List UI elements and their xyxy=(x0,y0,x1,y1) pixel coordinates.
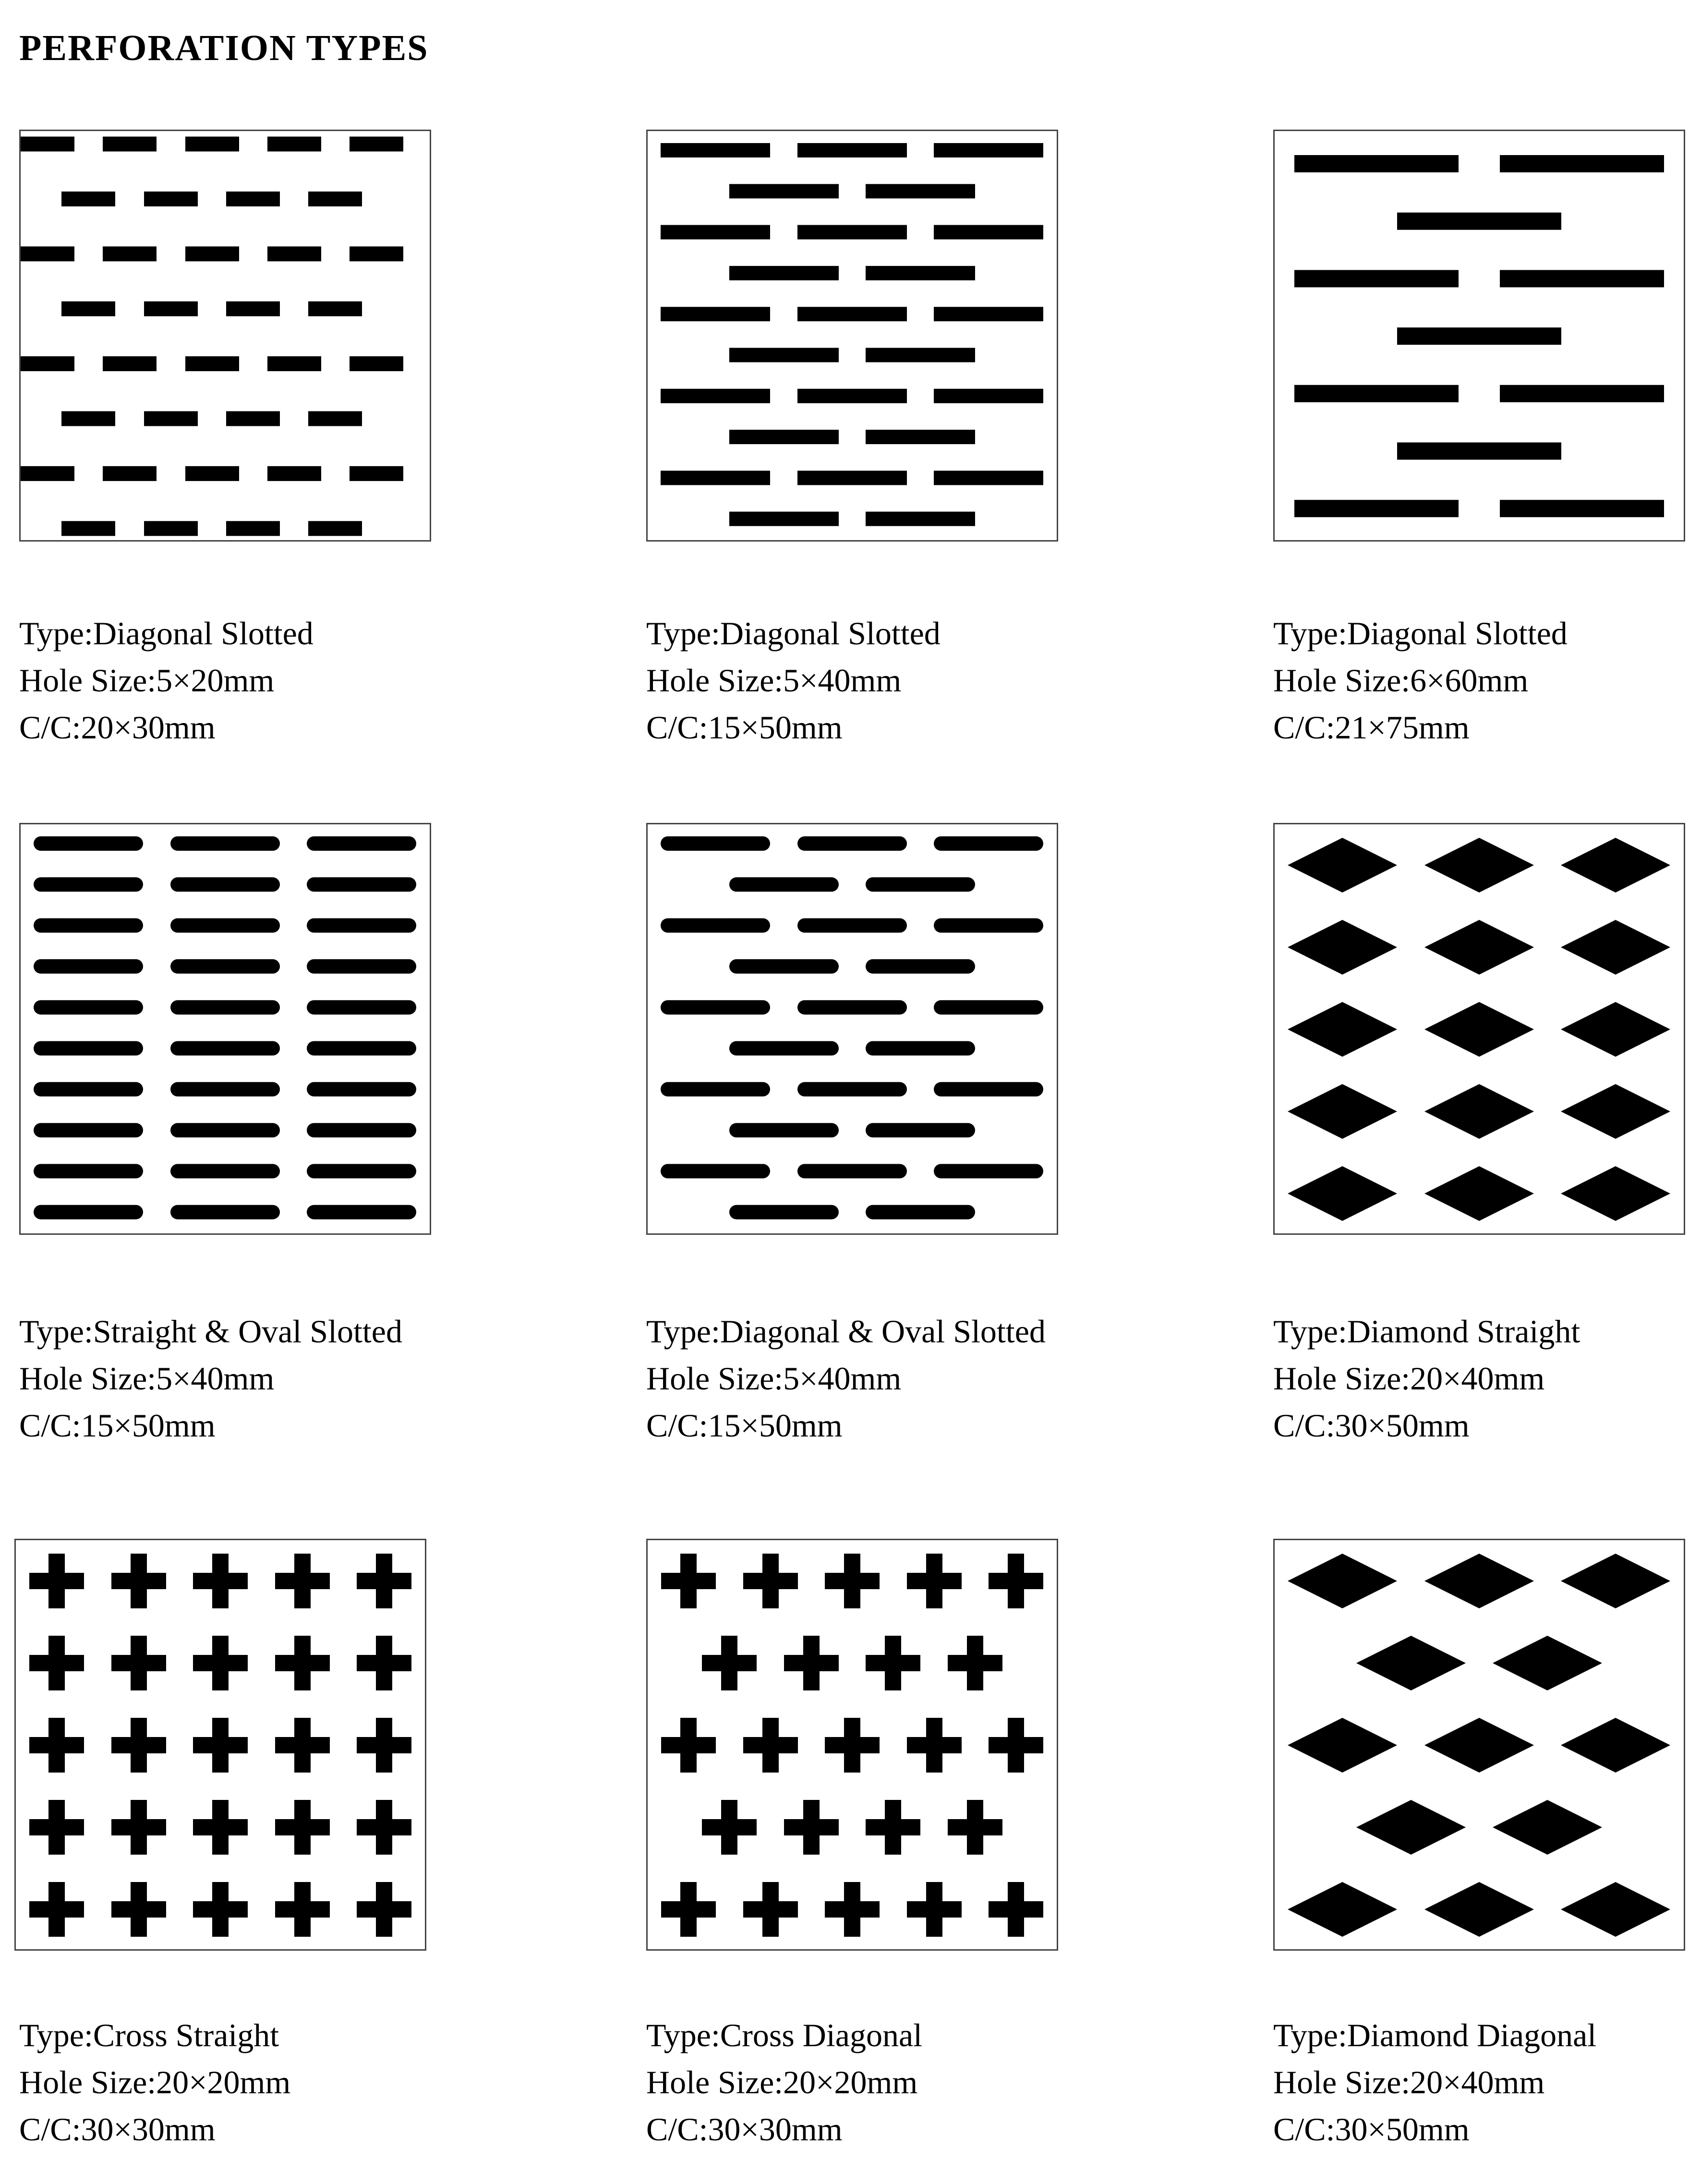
pattern-slot-diag-long xyxy=(1275,131,1684,540)
slot-hole xyxy=(226,411,280,426)
cross-hole xyxy=(866,1800,920,1855)
cross-hole xyxy=(111,1554,166,1608)
diamond-hole xyxy=(1561,1166,1670,1221)
slot-hole xyxy=(308,411,362,426)
slot-hole xyxy=(308,521,362,536)
slot-hole xyxy=(866,430,975,444)
hole-size-label: Hole Size:20×20mm xyxy=(19,2064,291,2100)
cross-hole xyxy=(743,1554,798,1608)
oval-slot-hole xyxy=(307,1082,416,1097)
cross-hole xyxy=(661,1882,716,1937)
type-label: Type:Diamond Diagonal xyxy=(1273,2017,1597,2053)
oval-slot-hole xyxy=(866,959,975,974)
oval-slot-hole xyxy=(661,836,770,851)
slot-hole xyxy=(267,246,321,261)
hole-size-label: Hole Size:5×20mm xyxy=(19,662,275,699)
diamond-hole xyxy=(1561,920,1670,975)
diamond-hole xyxy=(1561,1002,1670,1057)
slot-hole xyxy=(1294,500,1459,517)
type-label: Type:Diagonal Slotted xyxy=(19,615,314,652)
cross-hole xyxy=(784,1636,839,1690)
slot-hole xyxy=(267,356,321,371)
perforation-caption xyxy=(646,610,941,751)
slot-hole xyxy=(797,471,907,485)
center-spacing-label: C/C:15×50mm xyxy=(19,1407,216,1444)
hole-size-label: Hole Size:6×60mm xyxy=(1273,662,1529,699)
diamond-hole xyxy=(1561,838,1670,893)
slot-hole xyxy=(185,466,239,481)
cross-hole xyxy=(193,1554,248,1608)
cross-hole xyxy=(357,1718,411,1773)
slot-hole xyxy=(226,302,280,316)
hole-size-label: Hole Size:5×40mm xyxy=(646,662,902,699)
slot-hole xyxy=(308,302,362,316)
oval-slot-hole xyxy=(170,1123,280,1137)
oval-slot-hole xyxy=(866,1205,975,1219)
oval-slot-hole xyxy=(34,1164,143,1178)
oval-slot-hole xyxy=(170,959,280,974)
slot-hole xyxy=(226,192,280,206)
hole-size-label: Hole Size:20×20mm xyxy=(646,2064,918,2100)
oval-slot-hole xyxy=(797,918,907,933)
slot-hole xyxy=(1397,213,1561,230)
pattern-slot-diag-medium xyxy=(648,131,1057,540)
slot-hole xyxy=(866,266,975,280)
oval-slot-hole xyxy=(661,1082,770,1097)
diamond-hole xyxy=(1288,1166,1397,1221)
slot-hole xyxy=(934,143,1043,157)
cross-hole xyxy=(275,1882,330,1937)
slot-hole xyxy=(1294,270,1459,287)
slot-hole xyxy=(661,471,770,485)
hole-size-label: Hole Size:5×40mm xyxy=(646,1360,902,1397)
slot-hole xyxy=(1294,385,1459,402)
cross-hole xyxy=(989,1718,1043,1773)
pattern-panel xyxy=(646,1539,1058,1951)
slot-hole xyxy=(797,389,907,403)
oval-slot-hole xyxy=(170,1041,280,1056)
oval-slot-hole xyxy=(170,877,280,892)
pattern-oval-straight xyxy=(21,824,430,1233)
cross-hole xyxy=(825,1882,880,1937)
slot-hole xyxy=(144,302,198,316)
slot-hole xyxy=(1397,327,1561,345)
hole-size-label: Hole Size:5×40mm xyxy=(19,1360,275,1397)
oval-slot-hole xyxy=(170,1082,280,1097)
slot-hole xyxy=(934,471,1043,485)
slot-hole xyxy=(729,184,839,198)
cross-hole xyxy=(193,1636,248,1690)
diamond-hole xyxy=(1424,1718,1534,1773)
hole-size-label: Hole Size:20×40mm xyxy=(1273,2064,1545,2100)
center-spacing-label: C/C:21×75mm xyxy=(1273,709,1470,746)
pattern-panel xyxy=(14,1539,426,1951)
type-label: Type:Diagonal Slotted xyxy=(1273,615,1568,652)
oval-slot-hole xyxy=(34,1082,143,1097)
cross-hole xyxy=(29,1882,84,1937)
cross-hole xyxy=(29,1718,84,1773)
center-spacing-label: C/C:30×50mm xyxy=(1273,2111,1470,2148)
oval-slot-hole xyxy=(934,918,1043,933)
diamond-hole xyxy=(1424,1882,1534,1937)
oval-slot-hole xyxy=(307,1205,416,1219)
center-spacing-label: C/C:30×50mm xyxy=(1273,1407,1470,1444)
cross-hole xyxy=(111,1882,166,1937)
slot-hole xyxy=(1500,385,1664,402)
diamond-hole xyxy=(1424,838,1534,893)
diamond-hole xyxy=(1493,1636,1602,1690)
slot-hole xyxy=(144,521,198,536)
hole-size-label: Hole Size:20×40mm xyxy=(1273,1360,1545,1397)
oval-slot-hole xyxy=(170,1164,280,1178)
diamond-hole xyxy=(1288,1718,1397,1773)
pattern-diamond-straight xyxy=(1275,824,1684,1233)
cross-hole xyxy=(907,1718,962,1773)
oval-slot-hole xyxy=(661,918,770,933)
slot-hole xyxy=(729,512,839,526)
slot-hole xyxy=(934,225,1043,240)
oval-slot-hole xyxy=(797,1164,907,1178)
oval-slot-hole xyxy=(34,1041,143,1056)
slot-hole xyxy=(661,143,770,157)
oval-slot-hole xyxy=(797,1000,907,1014)
cross-hole xyxy=(989,1554,1043,1608)
pattern-diamond-diag xyxy=(1275,1540,1684,1949)
oval-slot-hole xyxy=(729,959,839,974)
slot-hole xyxy=(729,430,839,444)
cross-hole xyxy=(275,1718,330,1773)
pattern-panel xyxy=(1273,1539,1685,1951)
type-label: Type:Diamond Straight xyxy=(1273,1313,1580,1350)
cross-hole xyxy=(661,1554,716,1608)
slot-hole xyxy=(61,521,115,536)
slot-hole xyxy=(934,389,1043,403)
diamond-hole xyxy=(1424,1166,1534,1221)
pattern-panel xyxy=(646,823,1058,1235)
slot-hole xyxy=(144,192,198,206)
cross-hole xyxy=(948,1636,1002,1690)
center-spacing-label: C/C:15×50mm xyxy=(646,1407,843,1444)
slot-hole xyxy=(103,466,157,481)
pattern-cross-straight xyxy=(16,1540,425,1949)
slot-hole xyxy=(21,137,74,152)
oval-slot-hole xyxy=(307,836,416,851)
slot-hole xyxy=(866,512,975,526)
slot-hole xyxy=(185,137,239,152)
cross-hole xyxy=(357,1800,411,1855)
cross-hole xyxy=(948,1800,1002,1855)
pattern-panel xyxy=(19,130,431,542)
slot-hole xyxy=(1500,500,1664,517)
slot-hole xyxy=(21,356,74,371)
diamond-hole xyxy=(1288,1084,1397,1139)
slot-hole xyxy=(866,348,975,362)
slot-hole xyxy=(267,137,321,152)
oval-slot-hole xyxy=(661,1164,770,1178)
oval-slot-hole xyxy=(729,1123,839,1137)
oval-slot-hole xyxy=(34,877,143,892)
cross-hole xyxy=(193,1718,248,1773)
slot-hole xyxy=(934,307,1043,321)
diamond-hole xyxy=(1288,1002,1397,1057)
oval-slot-hole xyxy=(729,1205,839,1219)
diamond-hole xyxy=(1288,1882,1397,1937)
perforation-caption xyxy=(1273,610,1568,751)
cross-hole xyxy=(193,1882,248,1937)
slot-hole xyxy=(350,356,403,371)
center-spacing-label: C/C:30×30mm xyxy=(646,2111,843,2148)
diamond-hole xyxy=(1424,920,1534,975)
type-label: Type:Cross Straight xyxy=(19,2017,279,2053)
slot-hole xyxy=(797,143,907,157)
slot-hole xyxy=(226,521,280,536)
oval-slot-hole xyxy=(170,836,280,851)
cross-hole xyxy=(29,1800,84,1855)
slot-hole xyxy=(729,266,839,280)
oval-slot-hole xyxy=(866,877,975,892)
slot-hole xyxy=(1294,155,1459,172)
pattern-panel xyxy=(646,130,1058,542)
oval-slot-hole xyxy=(729,1041,839,1056)
oval-slot-hole xyxy=(307,918,416,933)
cross-hole xyxy=(825,1718,880,1773)
cross-hole xyxy=(193,1800,248,1855)
center-spacing-label: C/C:20×30mm xyxy=(19,709,216,746)
cross-hole xyxy=(111,1636,166,1690)
diamond-hole xyxy=(1288,1554,1397,1608)
diamond-hole xyxy=(1288,920,1397,975)
type-label: Type:Straight & Oval Slotted xyxy=(19,1313,402,1350)
type-label: Type:Diagonal Slotted xyxy=(646,615,941,652)
slot-hole xyxy=(1397,443,1561,460)
slot-hole xyxy=(350,137,403,152)
center-spacing-label: C/C:15×50mm xyxy=(646,709,843,746)
slot-hole xyxy=(729,348,839,362)
slot-hole xyxy=(185,246,239,261)
slot-hole xyxy=(797,307,907,321)
oval-slot-hole xyxy=(934,1164,1043,1178)
oval-slot-hole xyxy=(934,1082,1043,1097)
perforation-caption xyxy=(646,1308,1046,1449)
cross-hole xyxy=(866,1636,920,1690)
slot-hole xyxy=(797,225,907,240)
oval-slot-hole xyxy=(307,1164,416,1178)
cross-hole xyxy=(702,1636,757,1690)
slot-hole xyxy=(61,411,115,426)
perforation-caption xyxy=(19,1308,402,1449)
pattern-cross-diag xyxy=(648,1540,1057,1949)
pattern-panel xyxy=(1273,130,1685,542)
perforation-caption xyxy=(19,610,314,751)
cross-hole xyxy=(661,1718,716,1773)
cross-hole xyxy=(743,1882,798,1937)
diamond-hole xyxy=(1561,1882,1670,1937)
cross-hole xyxy=(29,1554,84,1608)
slot-hole xyxy=(1500,270,1664,287)
slot-hole xyxy=(866,184,975,198)
cross-hole xyxy=(357,1554,411,1608)
oval-slot-hole xyxy=(934,836,1043,851)
perforation-caption xyxy=(646,2012,922,2153)
cross-hole xyxy=(743,1718,798,1773)
slot-hole xyxy=(308,192,362,206)
cross-hole xyxy=(784,1800,839,1855)
cross-hole xyxy=(29,1636,84,1690)
slot-hole xyxy=(350,466,403,481)
cross-hole xyxy=(275,1636,330,1690)
slot-hole xyxy=(661,225,770,240)
cross-hole xyxy=(111,1718,166,1773)
oval-slot-hole xyxy=(34,836,143,851)
diamond-hole xyxy=(1493,1800,1602,1855)
perforation-caption xyxy=(19,2012,290,2153)
cross-hole xyxy=(357,1882,411,1937)
diamond-hole xyxy=(1424,1002,1534,1057)
cross-hole xyxy=(825,1554,880,1608)
oval-slot-hole xyxy=(866,1041,975,1056)
diamond-hole xyxy=(1356,1800,1466,1855)
slot-hole xyxy=(185,356,239,371)
diamond-hole xyxy=(1561,1718,1670,1773)
slot-hole xyxy=(661,307,770,321)
oval-slot-hole xyxy=(34,959,143,974)
oval-slot-hole xyxy=(729,877,839,892)
type-label: Type:Diagonal & Oval Slotted xyxy=(646,1313,1046,1350)
oval-slot-hole xyxy=(797,1082,907,1097)
slot-hole xyxy=(61,302,115,316)
diamond-hole xyxy=(1356,1636,1466,1690)
cross-hole xyxy=(907,1882,962,1937)
oval-slot-hole xyxy=(661,1000,770,1014)
slot-hole xyxy=(1500,155,1664,172)
slot-hole xyxy=(103,356,157,371)
pattern-oval-diag xyxy=(648,824,1057,1233)
oval-slot-hole xyxy=(934,1000,1043,1014)
oval-slot-hole xyxy=(170,1000,280,1014)
oval-slot-hole xyxy=(307,877,416,892)
oval-slot-hole xyxy=(797,836,907,851)
slot-hole xyxy=(61,192,115,206)
pattern-slot-diag-short xyxy=(21,131,430,540)
diamond-hole xyxy=(1561,1084,1670,1139)
oval-slot-hole xyxy=(866,1123,975,1137)
oval-slot-hole xyxy=(34,1000,143,1014)
slot-hole xyxy=(21,466,74,481)
oval-slot-hole xyxy=(34,918,143,933)
cross-hole xyxy=(907,1554,962,1608)
type-label: Type:Cross Diagonal xyxy=(646,2017,923,2053)
perforation-caption xyxy=(1273,2012,1596,2153)
slot-hole xyxy=(267,466,321,481)
center-spacing-label: C/C:30×30mm xyxy=(19,2111,216,2148)
oval-slot-hole xyxy=(307,1123,416,1137)
oval-slot-hole xyxy=(307,1041,416,1056)
page-title: PERFORATION TYPES xyxy=(19,28,429,68)
oval-slot-hole xyxy=(307,959,416,974)
oval-slot-hole xyxy=(34,1123,143,1137)
diamond-hole xyxy=(1561,1554,1670,1608)
cross-hole xyxy=(275,1800,330,1855)
pattern-panel xyxy=(19,823,431,1235)
cross-hole xyxy=(357,1636,411,1690)
oval-slot-hole xyxy=(34,1205,143,1219)
slot-hole xyxy=(21,246,74,261)
diamond-hole xyxy=(1288,838,1397,893)
slot-hole xyxy=(350,246,403,261)
slot-hole xyxy=(103,137,157,152)
oval-slot-hole xyxy=(170,918,280,933)
slot-hole xyxy=(144,411,198,426)
slot-hole xyxy=(103,246,157,261)
diamond-hole xyxy=(1424,1554,1534,1608)
oval-slot-hole xyxy=(307,1000,416,1014)
cross-hole xyxy=(111,1800,166,1855)
oval-slot-hole xyxy=(170,1205,280,1219)
perforation-caption xyxy=(1273,1308,1580,1449)
cross-hole xyxy=(275,1554,330,1608)
cross-hole xyxy=(702,1800,757,1855)
diamond-hole xyxy=(1424,1084,1534,1139)
cross-hole xyxy=(989,1882,1043,1937)
slot-hole xyxy=(661,389,770,403)
pattern-panel xyxy=(1273,823,1685,1235)
